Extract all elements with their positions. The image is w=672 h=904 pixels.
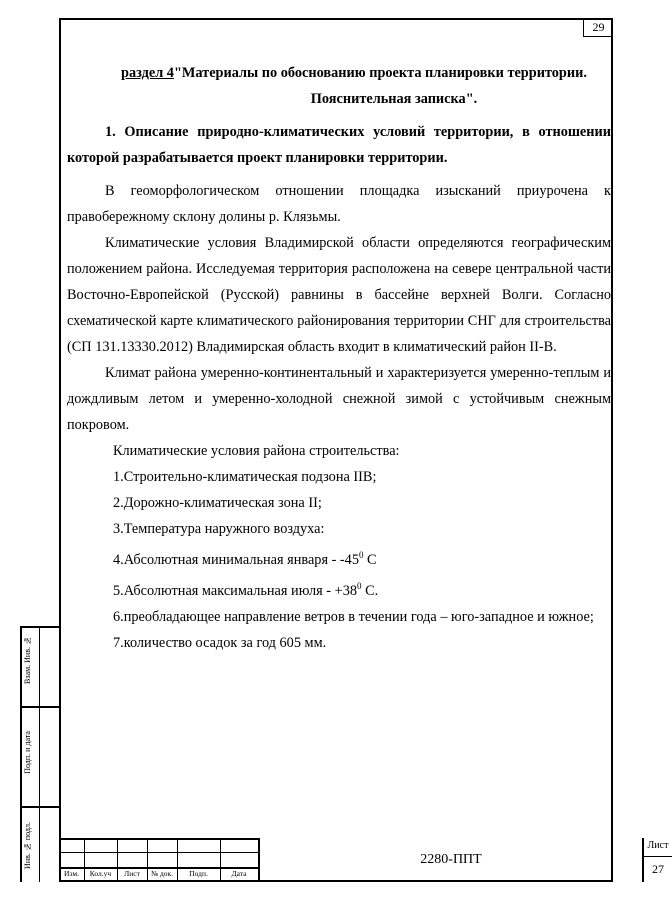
- paragraph-2: Климатические условия Владимирской области определяются географическим положением района. Исследуемая территория расположена на севере центральной части Восточно-Европейской (Русской) равнины в бассейне верхней Волги. Согласно схематической карте климатического районирования территории СНГ для строительства (СП 131.13330.2012) Владимирская область входит в климатический район II-В.: [67, 235, 611, 355]
- side-stamp: [20, 626, 59, 882]
- col-kol: Кол.уч: [89, 869, 112, 878]
- col-sign: Подп.: [189, 869, 208, 878]
- paragraph-1: В геоморфологическом отношении площадка изысканий приурочена к правобережному склону долины р. Клязьмы.: [67, 183, 611, 225]
- side-label-sign-date: Подп. и дата: [23, 731, 32, 774]
- col-date: Дата: [231, 869, 247, 878]
- heading-line-2: Пояснительная записка".: [310, 91, 478, 107]
- paragraph-4: Климатические условия района строительства:: [113, 443, 400, 459]
- list-item: 5.Абсолютная максимальная июля - $+38^0$ С.: [113, 580, 379, 599]
- heading-line-1-rest: "Материалы по обоснованию проекта планировки территории.: [173, 65, 587, 81]
- page-top-number: 29: [583, 19, 613, 37]
- list-item: 1.Строительно-климатическая подзона IIВ;: [113, 469, 377, 485]
- list-item: 6.преобладающее направление ветров в течении года – юго-западное и южное;: [113, 608, 594, 625]
- col-izm: Изм.: [64, 869, 79, 878]
- section-link[interactable]: раздел 4: [121, 65, 174, 81]
- sheet-number: 27: [652, 862, 664, 876]
- sheet-box: [642, 838, 672, 882]
- sheet-label: Лист: [647, 840, 669, 851]
- paragraph-3: Климат района умеренно-континентальный и характеризуется умеренно-теплым и дождливым летом и умеренно-холодной снежной зимой с устойчивым снежным покровом.: [67, 365, 611, 433]
- col-doc: № док.: [150, 869, 174, 878]
- title-block: [59, 838, 669, 882]
- list-item: 7.количество осадок за год 605 мм.: [113, 634, 327, 651]
- side-label-inventory: Инв. № подл.: [23, 822, 32, 869]
- list-item: 2.Дорожно-климатическая зона II;: [113, 495, 322, 511]
- side-label-replace: Взам. Инв. №: [23, 636, 32, 684]
- col-list: Лист: [124, 869, 140, 878]
- document-code: 2280-ППТ: [258, 838, 642, 882]
- subheading: 1. Описание природно-климатических условий территории, в отношении которой разрабатывается проект планировки территории.: [67, 124, 611, 166]
- document-body: [67, 60, 611, 656]
- title-block-grid: [59, 838, 258, 882]
- list-item: 3.Температура наружного воздуха:: [113, 521, 325, 537]
- heading-line-1: [67, 60, 611, 86]
- list-item: 4.Абсолютная минимальная января - $-45^0$ С: [113, 550, 377, 568]
